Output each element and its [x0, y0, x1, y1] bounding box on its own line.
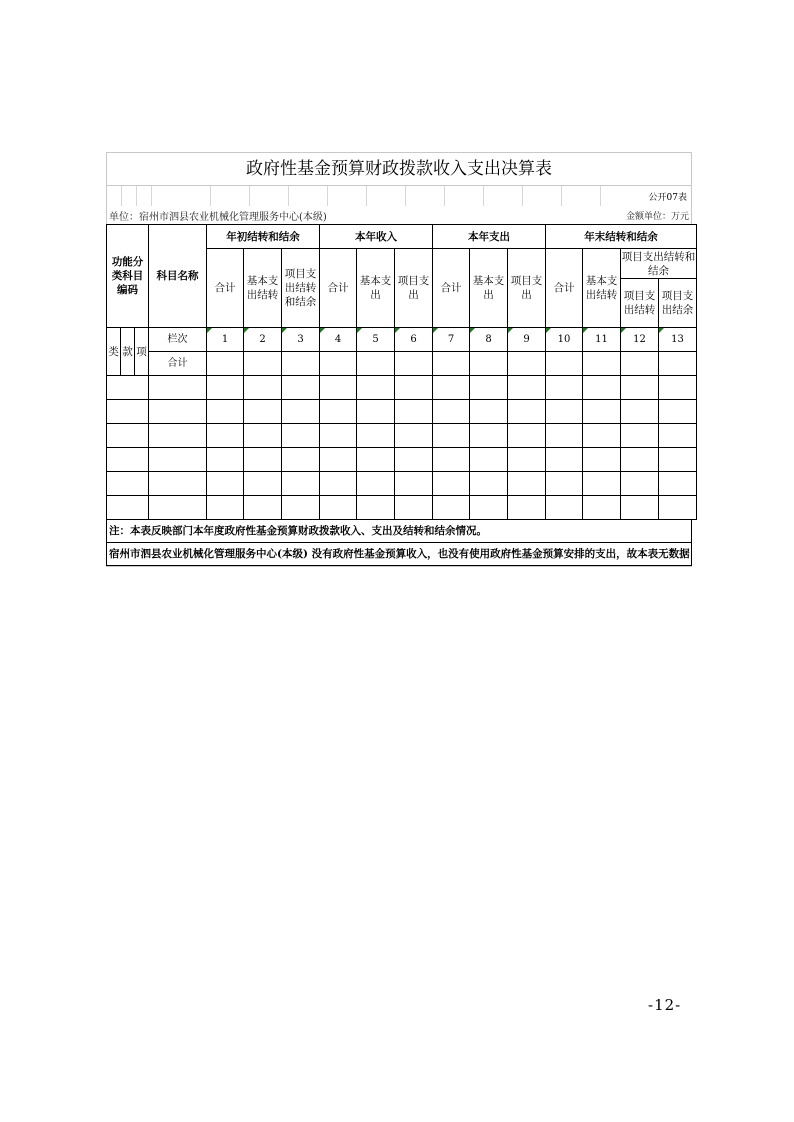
amount-unit: 金额单位：万元 [625, 211, 689, 222]
table-row [107, 472, 697, 496]
col-number-2: 2 [244, 328, 282, 352]
table-row [107, 376, 697, 400]
group-opening-header: 年初结转和结余 [207, 225, 320, 249]
expense-total-header: 合计 [433, 249, 470, 328]
table-cell [433, 352, 470, 376]
col-number-10: 10 [546, 328, 583, 352]
code-kuan: 款 [121, 328, 135, 376]
table-cell [282, 352, 320, 376]
closing-project-group-header: 项目支出结转和结余 [621, 250, 696, 277]
expense-project-header: 项目支出 [508, 249, 546, 328]
group-closing-header: 年末结转和结余 [546, 225, 697, 249]
form-code-strip [106, 185, 692, 206]
col-number-5: 5 [357, 328, 395, 352]
total-row-label: 合计 [149, 352, 207, 376]
table-row [107, 400, 697, 424]
table-row [107, 496, 697, 520]
table-row [107, 448, 697, 472]
data-table [106, 224, 697, 520]
closing-project-balance-header: 项目支出结余 [659, 279, 697, 328]
col-number-4: 4 [320, 328, 357, 352]
table-cell [508, 352, 546, 376]
closing-project-carry-header: 项目支出结转 [621, 279, 659, 328]
note-line-2: 宿州市泗县农业机械化管理服务中心(本级) 没有政府性基金预算收入，也没有使用政府性基金预算安排的支出，故本表无数据 [106, 543, 692, 566]
income-total-header: 合计 [320, 249, 357, 328]
group-expense-header: 本年支出 [433, 225, 546, 249]
col-number-13: 13 [659, 328, 697, 352]
table-cell [583, 352, 621, 376]
code-xiang: 项 [135, 328, 149, 376]
col-number-6: 6 [395, 328, 433, 352]
code-lei: 类 [107, 328, 121, 376]
table-cell [546, 352, 583, 376]
note-line-1: 注：本表反映部门本年度政府性基金预算财政拨款收入、支出及结转和结余情况。 [106, 520, 692, 543]
form-code: 公开07表 [648, 193, 687, 203]
table-cell [320, 352, 357, 376]
table-cell [659, 352, 697, 376]
col-number-7: 7 [433, 328, 470, 352]
table-cell [621, 352, 659, 376]
table-cell [357, 352, 395, 376]
opening-total-header: 合计 [207, 249, 244, 328]
col-number-12: 12 [621, 328, 659, 352]
subject-name-header: 科目名称 [149, 225, 207, 328]
col-number-1: 1 [207, 328, 244, 352]
income-project-header: 项目支出 [395, 249, 433, 328]
row-label-lanci: 栏次 [149, 328, 207, 352]
unit-row [106, 206, 692, 224]
col-number-3: 3 [282, 328, 320, 352]
divider [106, 566, 692, 567]
closing-total-header: 合计 [546, 249, 583, 328]
opening-project-header: 项目支出结转和结余 [282, 249, 320, 328]
table-cell [207, 352, 244, 376]
col-number-11: 11 [583, 328, 621, 352]
table-cell [395, 352, 433, 376]
table-row [107, 424, 697, 448]
table-cell [244, 352, 282, 376]
unit-label: 单位：宿州市泗县农业机械化管理服务中心(本级) [109, 211, 327, 223]
expense-basic-header: 基本支出 [470, 249, 508, 328]
report-title: 政府性基金预算财政拨款收入支出决算表 [106, 152, 692, 185]
report-sheet [106, 152, 696, 567]
func-code-header: 功能分类科目编码 [107, 225, 149, 328]
income-basic-header: 基本支出 [357, 249, 395, 328]
opening-basic-header: 基本支出结转 [244, 249, 282, 328]
col-number-9: 9 [508, 328, 546, 352]
table-cell [470, 352, 508, 376]
group-income-header: 本年收入 [320, 225, 433, 249]
closing-basic-header: 基本支出结转 [583, 249, 621, 328]
page-number: -12- [648, 996, 682, 1014]
col-number-8: 8 [470, 328, 508, 352]
